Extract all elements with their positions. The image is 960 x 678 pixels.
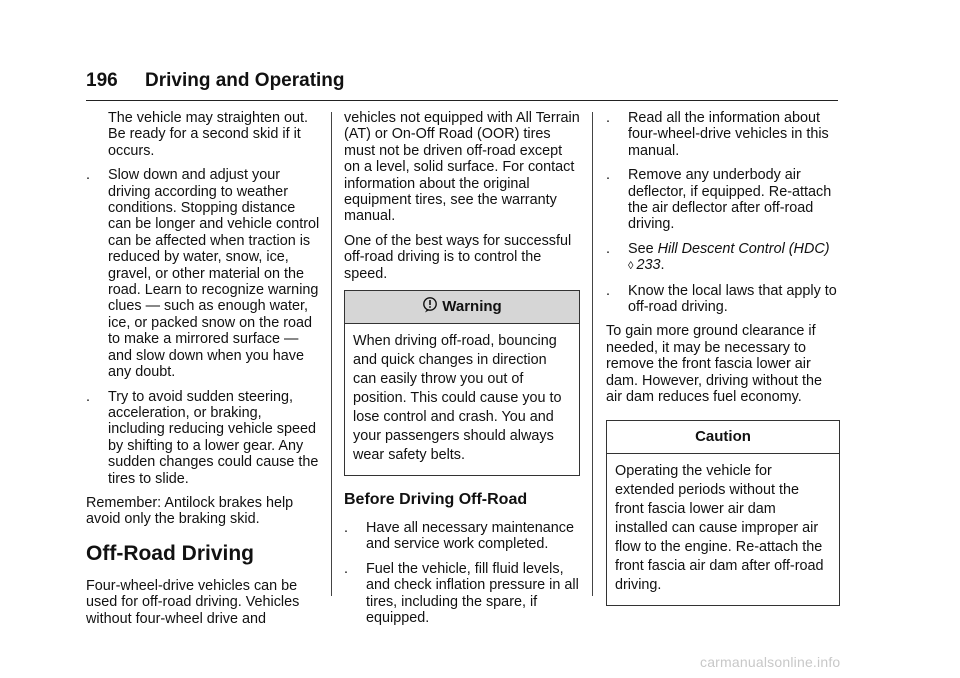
- warning-icon: [422, 293, 438, 325]
- page-header: [86, 70, 838, 100]
- bullet-mark: .: [344, 520, 348, 537]
- list-item-text: Try to avoid sudden steering, acceleration, or braking, including reducing vehicle speed by shifting to a lower gear. Any sudden changes could cause the tires to slide.: [108, 388, 319, 487]
- list-item-text: Slow down and adjust your driving according to weather conditions. Stopping distance can be longer and vehicle control can be affected when traction is reduced by water, snow, ice, gravel, or other material on the road. Learn to recognize warning clues — such as enough water, ice, or packed snow on the road to make a mirrored surface — and slow down when you have any doubt.: [108, 167, 320, 381]
- list-item-text: Fuel the vehicle, fill fluid levels, and check inflation pressure in all tires, including the spare, if equipped.: [366, 560, 579, 627]
- column-2: [344, 110, 580, 635]
- list-item-text: Read all the information about four-wheel-drive vehicles in this manual.: [628, 110, 829, 159]
- column-divider-2: [592, 112, 593, 596]
- caution-box: [606, 420, 840, 606]
- list-item-text: Have all necessary maintenance and service work completed.: [366, 520, 574, 553]
- bullet-mark: .: [606, 282, 610, 299]
- page-number: 196: [86, 70, 118, 91]
- page-reference[interactable]: 233: [636, 257, 661, 274]
- page-reference-icon: ◊: [628, 260, 634, 273]
- list-item: [86, 389, 320, 487]
- bullet-mark: .: [344, 560, 348, 577]
- list-item-text: Remove any underbody air deflector, if equipped. Re-attach the air deflector after off-road driving.: [628, 167, 832, 233]
- see-prefix: See: [628, 240, 654, 257]
- paragraph: Four-wheel-drive vehicles can be used for off-road driving. Vehicles without four-wheel drive and: [86, 577, 300, 627]
- header-rule: [86, 100, 838, 101]
- column-3: [606, 110, 840, 612]
- list-item: [344, 520, 580, 553]
- section-heading: Off-Road Driving: [86, 541, 254, 565]
- list-item: [606, 283, 840, 316]
- list-item: [606, 167, 840, 233]
- list-item-text: Know the local laws that apply to off-road driving.: [628, 282, 837, 316]
- bullet-mark: .: [606, 110, 610, 126]
- continued-text: The vehicle may straighten out. Be ready for a second skid if it occurs.: [108, 110, 308, 159]
- warning-header: [345, 291, 579, 324]
- list-item: [606, 110, 840, 159]
- paragraph: One of the best ways for successful off-road driving is to control the speed.: [344, 232, 572, 282]
- caution-header: Caution: [607, 421, 839, 454]
- bullet-mark: .: [606, 167, 610, 184]
- section-title: Driving and Operating: [145, 70, 345, 91]
- cross-reference-link[interactable]: Hill Descent Control (HDC): [657, 240, 830, 257]
- paragraph: Remember: Antilock brakes help avoid only the braking skid.: [86, 494, 294, 528]
- warning-title: Warning: [442, 298, 502, 316]
- bullet-mark: .: [86, 167, 90, 184]
- list-item: [344, 561, 580, 627]
- column-divider-1: [331, 112, 332, 596]
- list-item: . See Hill Descent Control (HDC) ◊ 233.: [606, 240, 830, 274]
- caution-body: Operating the vehicle for extended periods without the front fascia lower air dam installed can cause improper air flow to the engine. Re-attach the front fascia air dam after off-road driving.: [615, 462, 824, 593]
- subsection-heading: Before Driving Off-Road: [344, 491, 528, 509]
- list-item: [86, 167, 320, 380]
- watermark: carmanualsonline.info: [700, 654, 841, 670]
- column-1: [86, 110, 320, 635]
- warning-body: When driving off-road, bouncing and quick changes in direction can easily throw you out of position. This could cause you to lose control and crash. You and your passengers should always wear safety belts.: [353, 333, 562, 464]
- bullet-mark: .: [86, 388, 90, 405]
- paragraph: vehicles not equipped with All Terrain (AT) or On-Off Road (OOR) tires must not be driven off-road except on a level, solid surface. For contact information about the original equipment tires, see the warranty manual.: [344, 110, 580, 225]
- warning-box: [344, 290, 580, 476]
- bullet-mark: .: [606, 240, 610, 257]
- paragraph: To gain more ground clearance if needed, it may be necessary to remove the front fascia lower air dam. However, driving without the air dam reduces fuel economy.: [606, 323, 822, 406]
